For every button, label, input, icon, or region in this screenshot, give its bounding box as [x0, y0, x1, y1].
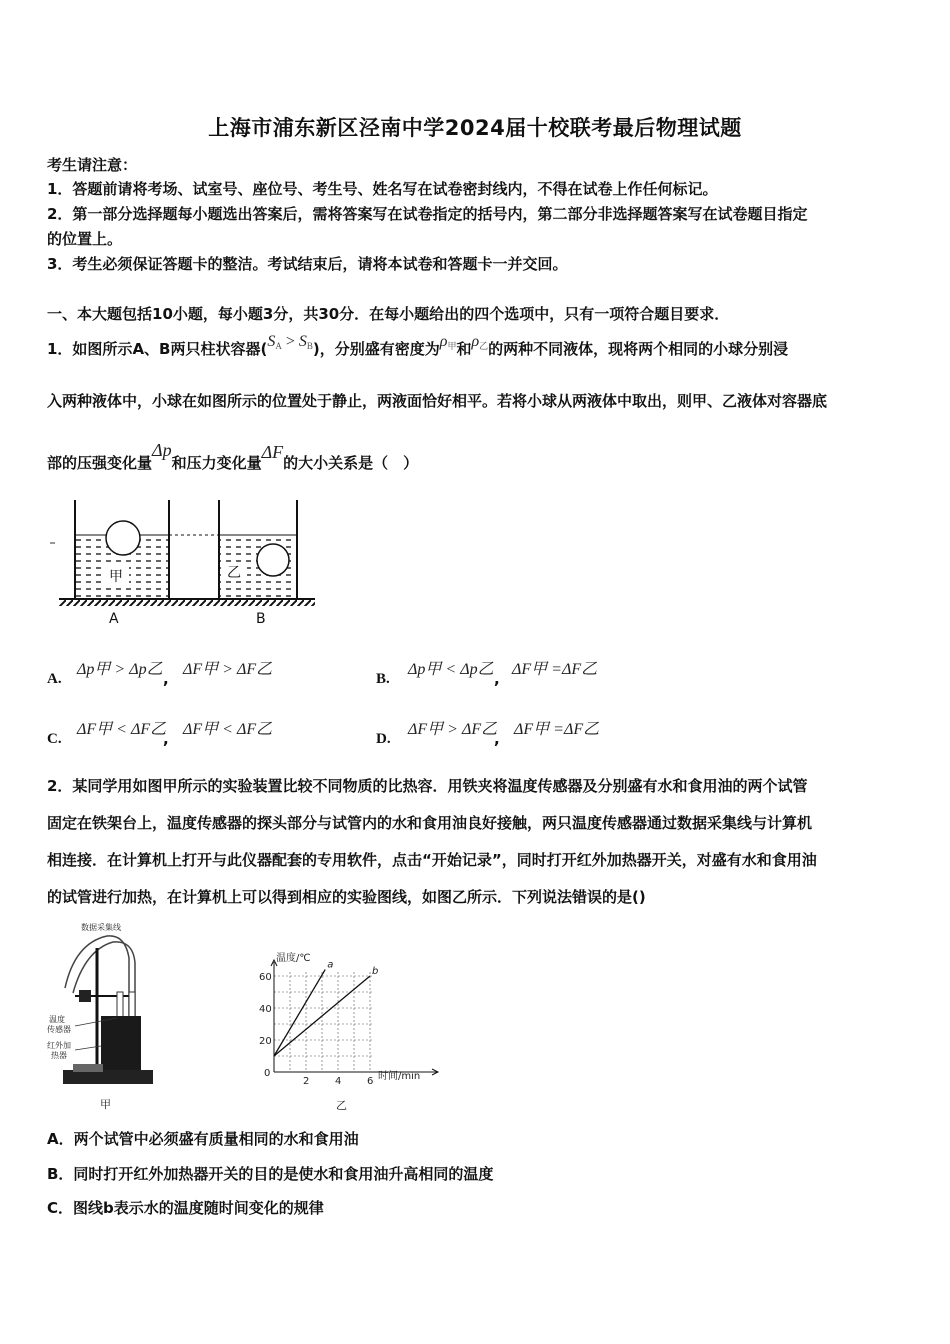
- math-sub: 乙: [479, 341, 489, 351]
- math-sub: A: [275, 341, 282, 351]
- option-letter: B.: [376, 671, 390, 687]
- math-s: S: [267, 333, 276, 350]
- origin-label: 0: [264, 1068, 271, 1079]
- heater: [101, 1016, 141, 1070]
- q1-text: 的大小关系是（ ）: [283, 454, 419, 472]
- base-switch: [73, 1064, 103, 1072]
- y-tick-label: 20: [259, 1036, 272, 1047]
- q2-line: 相连接．在计算机上打开与此仪器配套的专用软件，点击“开始记录”，同时打开红外加热器开关，对盛有水和食用油: [47, 851, 817, 869]
- q2-option-b[interactable]: B．同时打开红外加热器开关的目的是使水和食用油升高相同的温度: [47, 1165, 494, 1183]
- label-sensor: 传感器: [47, 1025, 71, 1034]
- math-delta-f: ΔF: [261, 442, 284, 462]
- ball-a: [106, 521, 140, 555]
- label-b: B: [256, 611, 266, 627]
- option-expr: ΔF甲 < ΔF乙: [183, 721, 273, 738]
- label-heater: 热器: [51, 1051, 67, 1060]
- option-expr: ΔF甲 > ΔF乙: [183, 661, 273, 678]
- q2-line: 的试管进行加热，在计算机上可以得到相应的实验图线，如图乙所示．下列说法错误的是(): [47, 888, 646, 906]
- q1-text: )，分别盛有密度为: [312, 340, 440, 358]
- apparatus-figure: [45, 918, 165, 1118]
- ball-b: [257, 544, 289, 576]
- option-d[interactable]: [376, 721, 600, 748]
- math-sub: B: [306, 341, 313, 351]
- series-line-a: [274, 970, 325, 1056]
- x-tick-label: 2: [303, 1076, 310, 1087]
- series-label-a: a: [327, 959, 334, 971]
- math-rho: ρ: [439, 333, 448, 350]
- base: [63, 1070, 153, 1084]
- temperature-chart: [250, 944, 450, 1116]
- comma: ,: [494, 730, 500, 748]
- notice-heading: 考生请注意：: [47, 156, 138, 174]
- chart-grid: [274, 972, 374, 1072]
- chart-ylabel: 温度/℃: [276, 953, 311, 964]
- label-heater: 红外加: [47, 1041, 71, 1050]
- notice-item: 1．答题前请将考场、试室号、座位号、考生号、姓名写在试卷密封线内，不得在试卷上作任何标记。: [47, 180, 718, 198]
- q1-line1: [47, 333, 789, 360]
- rho-yi: [471, 333, 488, 350]
- y-tick-label: 40: [259, 1004, 272, 1015]
- q1-text: 1．如图所示A、B两只柱状容器(: [47, 340, 268, 358]
- cable: [73, 942, 135, 1028]
- option-expr: Δp甲 > Δp乙: [77, 661, 163, 678]
- option-b[interactable]: [376, 661, 598, 688]
- option-expr: ΔF甲 =ΔF乙: [512, 661, 598, 678]
- rho-jia: [440, 333, 457, 350]
- q1-text: 部的压强变化量: [47, 454, 153, 472]
- math-s: S: [298, 333, 307, 350]
- q2-option-c[interactable]: C．图线b表示水的温度随时间变化的规律: [47, 1199, 324, 1217]
- label-yi: 乙: [227, 565, 241, 581]
- math-rho: ρ: [471, 333, 480, 350]
- option-expr: ΔF甲 =ΔF乙: [514, 721, 600, 738]
- x-tick-label: 4: [335, 1076, 342, 1087]
- math-sub: 甲: [447, 341, 457, 351]
- option-expr: ΔF甲 > ΔF乙: [408, 721, 498, 738]
- label-a: A: [109, 611, 119, 627]
- q2-option-a[interactable]: A．两个试管中必须盛有质量相同的水和食用油: [47, 1130, 359, 1148]
- y-tick-label: 60: [259, 972, 272, 983]
- option-a[interactable]: [47, 661, 273, 688]
- q1-text: 和压力变化量: [171, 454, 262, 472]
- label-jia: 甲: [109, 569, 123, 585]
- q1-area-relation: [267, 333, 313, 350]
- comma: ,: [163, 670, 169, 688]
- math-op: >: [285, 333, 295, 350]
- notice-item: 2．第一部分选择题每小题选出答案后，需将答案写在试卷指定的括号内，第二部分非选择题答案写在试卷题目指定: [47, 205, 808, 223]
- option-letter: A.: [47, 671, 62, 687]
- notice-item: 3．考生必须保证答题卡的整洁。考试结束后，请将本试卷和答题卡一并交回。: [47, 255, 568, 273]
- option-letter: C.: [47, 731, 62, 747]
- q2-line: 固定在铁架台上，温度传感器的探头部分与试管内的水和食用油良好接触，两只温度传感器通过数据采集线与计算机: [47, 814, 813, 832]
- comma: ,: [494, 670, 500, 688]
- q1-line3: [47, 440, 419, 473]
- chart-ticks: [259, 972, 373, 1087]
- q1-text: 的两种不同液体，现将两个相同的小球分别浸: [488, 340, 789, 358]
- option-expr: ΔF甲 < ΔF乙: [77, 721, 167, 738]
- option-c[interactable]: [47, 721, 273, 748]
- math-delta-p: Δp: [152, 440, 172, 460]
- comma: ,: [163, 730, 169, 748]
- chart-axes: [271, 960, 438, 1075]
- page-title: 上海市浦东新区泾南中学2024届十校联考最后物理试题: [208, 116, 742, 140]
- chart-xlabel: 时间/min: [378, 1071, 421, 1082]
- option-expr: Δp甲 < Δp乙: [408, 661, 494, 678]
- ground-hatch: [59, 599, 315, 606]
- label-sensor: 温度: [49, 1015, 65, 1024]
- clamp-knob: [79, 990, 91, 1002]
- x-tick-label: 6: [367, 1076, 374, 1087]
- apparatus-caption: 甲: [100, 1098, 111, 1111]
- series-label-b: b: [372, 966, 379, 977]
- notice-item: 的位置上。: [47, 230, 123, 248]
- section-heading: 一、本大题包括10小题，每小题3分，共30分．在每小题给出的四个选项中，只有一项符合题目要求．: [47, 305, 730, 323]
- q1-line2: 入两种液体中，小球在如图所示的位置处于静止，两液面恰好相平。若将小球从两液体中取出，则甲、乙液体对容器底: [47, 392, 828, 410]
- chart-caption: 乙: [336, 1099, 347, 1112]
- q1-text: 和: [456, 340, 472, 358]
- q2-line: 2．某同学用如图甲所示的实验装置比较不同物质的比热容．用铁夹将温度传感器及分别盛有水和食用油的两个试管: [47, 777, 808, 795]
- containers-figure: [45, 495, 325, 630]
- option-letter: D.: [376, 731, 391, 747]
- label-cable: 数据采集线: [81, 923, 121, 932]
